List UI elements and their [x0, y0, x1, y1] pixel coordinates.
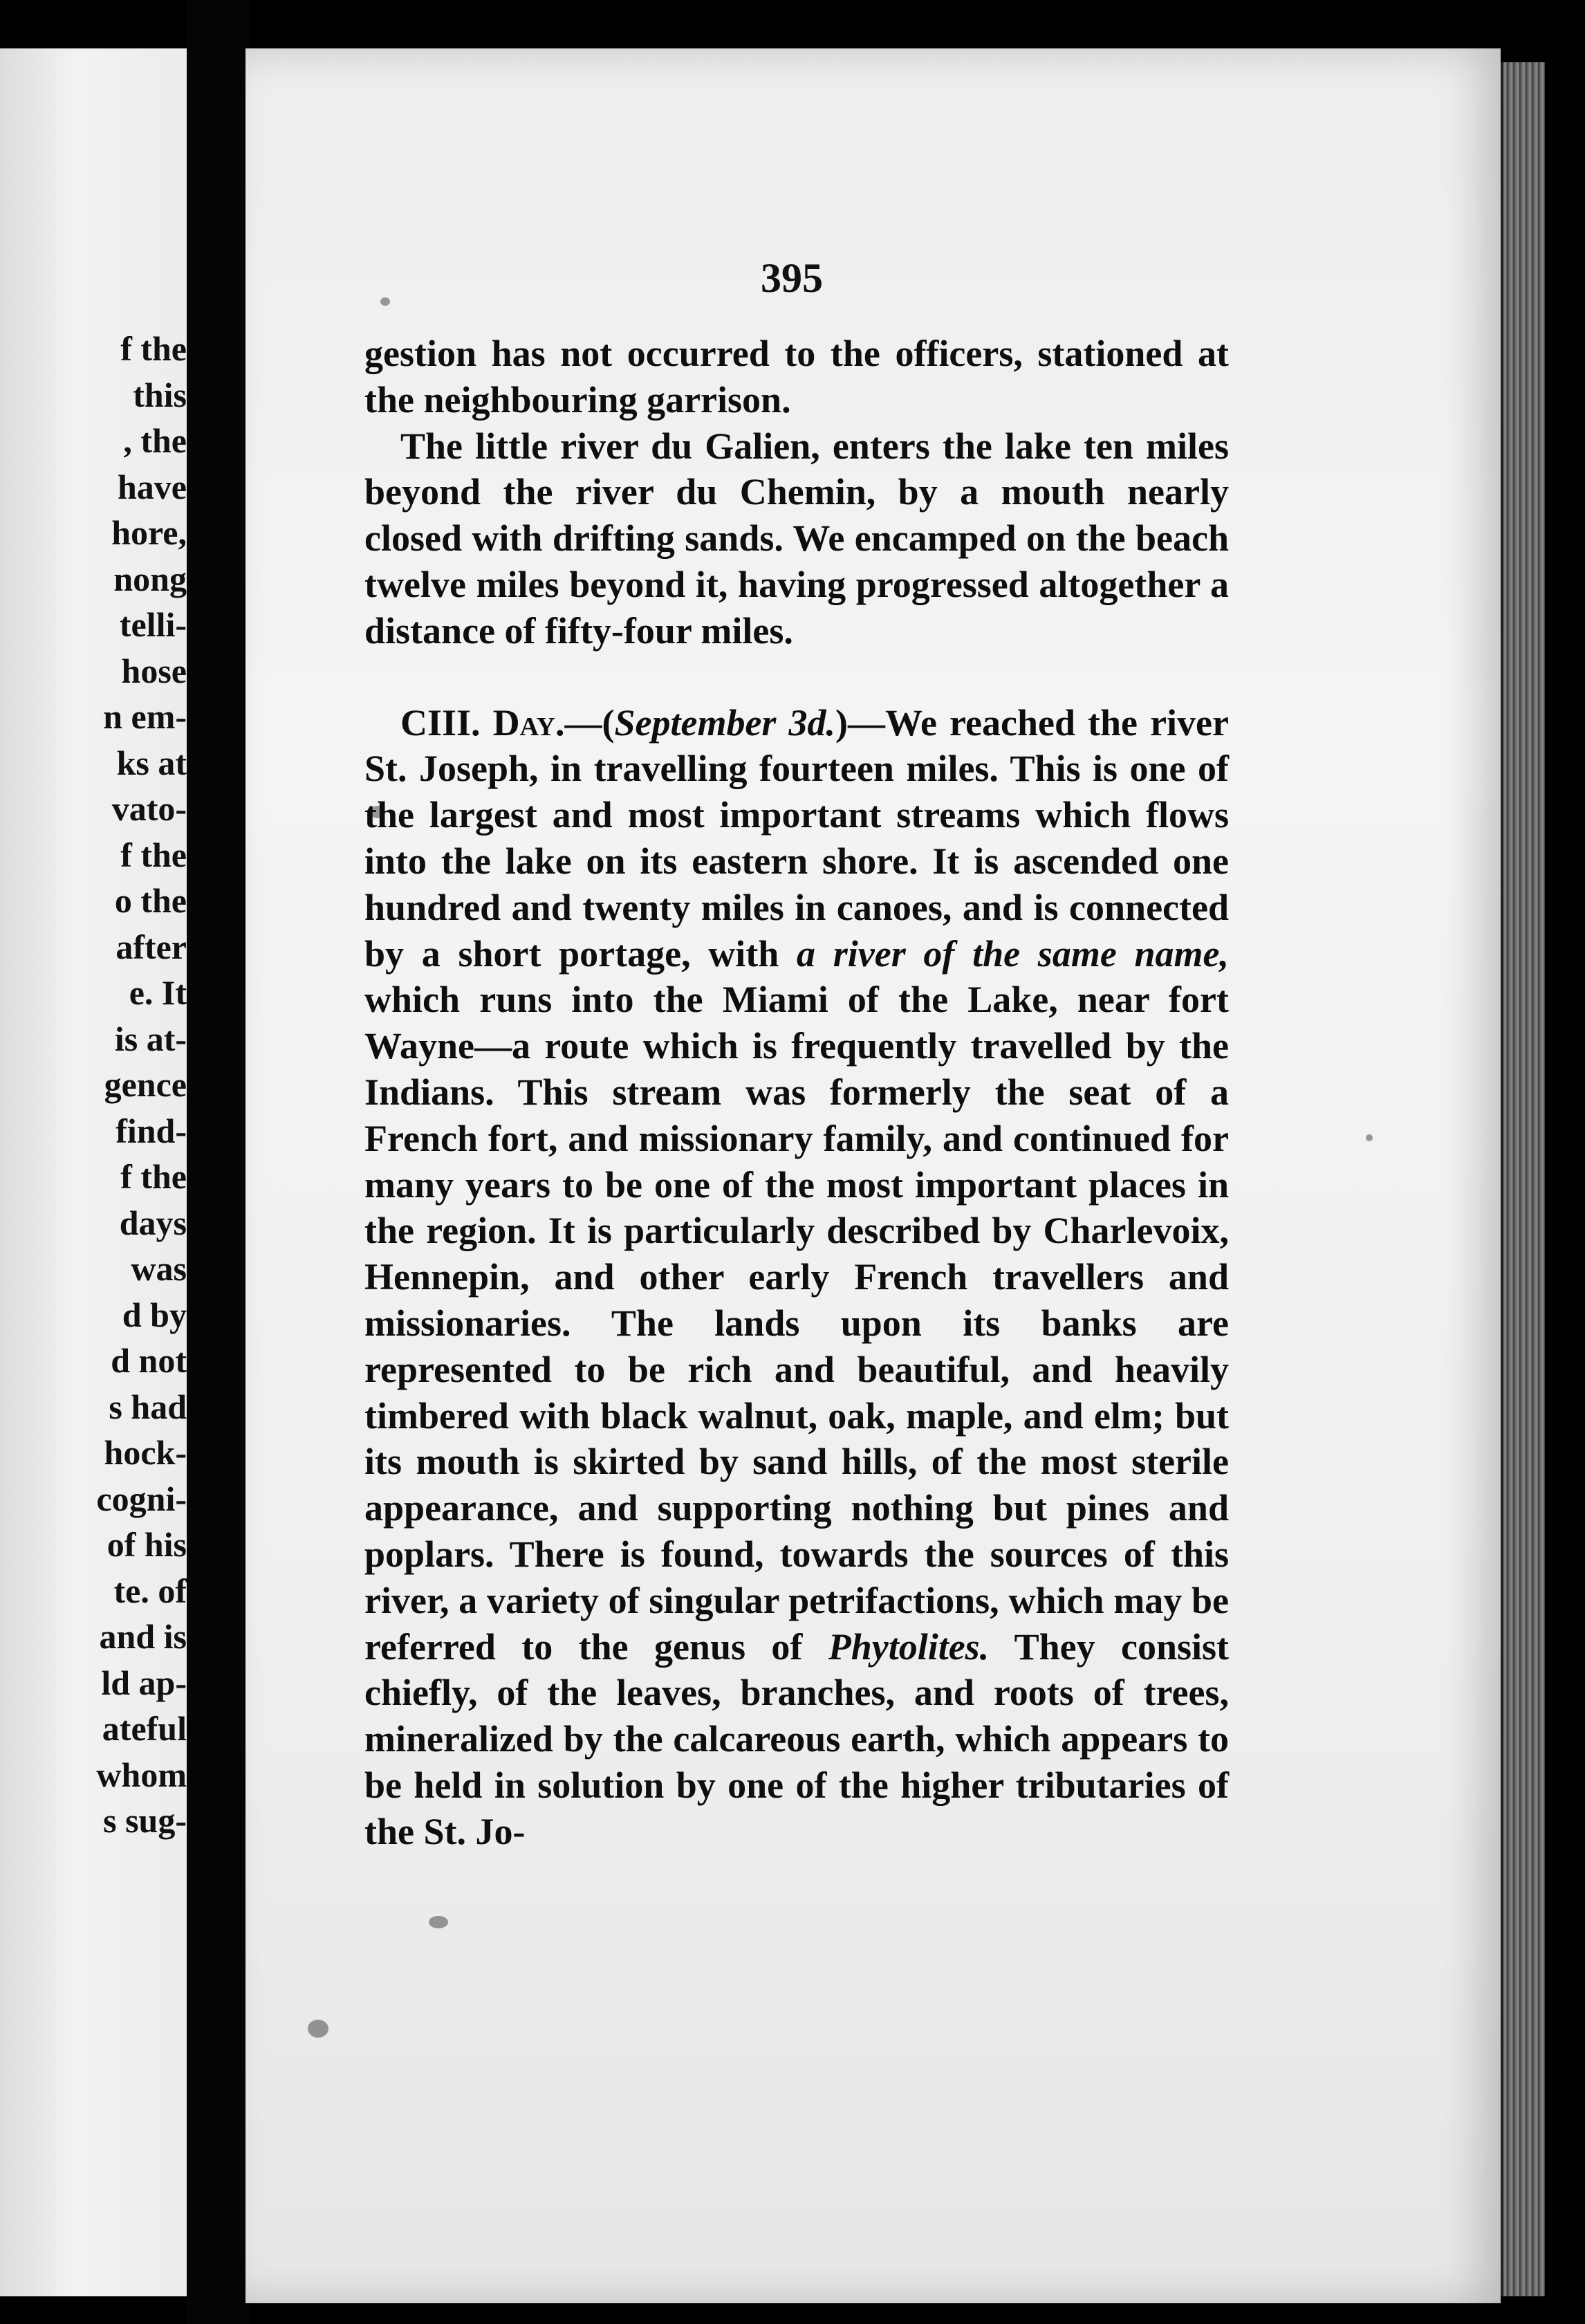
left-page-line: telli- — [119, 605, 187, 644]
paper-speck — [1366, 1134, 1373, 1141]
left-page-fragment — [0, 48, 187, 2296]
left-page-line: is at- — [114, 1019, 187, 1058]
body-text — [364, 331, 1229, 1855]
left-page-line: vato- — [111, 789, 187, 828]
paper-speck — [380, 297, 390, 306]
left-page-line: , the — [123, 421, 187, 460]
left-page-line: of his — [106, 1525, 187, 1564]
left-page-line: this — [133, 375, 187, 414]
paragraph-text: We reached the river St. Joseph, in travelling fourteen miles. This is one of the largest and most important streams which flows into the lake on its eastern shore. It is ascended one hundred and twenty miles in canoes, and is connected by a short portage, with — [364, 701, 1229, 975]
left-page-line: after — [115, 927, 187, 966]
page-number: 395 — [761, 255, 823, 301]
left-page-line: f the — [120, 835, 187, 874]
left-page-line: s had — [109, 1387, 187, 1426]
left-page-line: hose — [121, 651, 187, 690]
left-page-line: d not — [111, 1341, 187, 1380]
left-page-line: f the — [120, 1157, 187, 1196]
paragraph-day-ciii — [364, 700, 1229, 1855]
italic-genus: Phytolites. — [828, 1625, 990, 1668]
paper-speck — [308, 2020, 328, 2038]
left-page-line: d by — [122, 1295, 187, 1334]
page-edges — [1501, 62, 1545, 2296]
left-page-line: ks at — [116, 743, 187, 782]
book-gutter — [187, 0, 249, 2324]
left-page-line: s sug- — [103, 1801, 187, 1840]
dash: )— — [835, 701, 885, 744]
left-page-line: have — [118, 467, 187, 506]
left-page-line: days — [119, 1203, 187, 1242]
left-page-line: gence — [104, 1065, 187, 1104]
left-page-line: cogni- — [96, 1479, 187, 1518]
left-page-line: e. It — [129, 973, 187, 1012]
left-page-line: ateful — [102, 1709, 187, 1748]
dash: —( — [564, 701, 615, 744]
date-italic: September 3d. — [614, 701, 835, 744]
left-page-line: hore, — [111, 513, 187, 552]
left-page-line: find- — [115, 1111, 187, 1150]
left-page-line: hock- — [104, 1433, 187, 1472]
left-page-line: n em- — [103, 697, 187, 736]
paragraph-gap — [364, 654, 1229, 700]
left-page-line: nong — [113, 559, 187, 598]
left-page-line: and is — [99, 1617, 187, 1656]
paragraph-du-galien: The little river du Galien, enters the lake ten miles beyond the river du Chemin, by a mouth nearly closed with drifting sands. We encamped on the beach twelve miles beyond it, having progressed altogether a distance of fifty-four miles. — [364, 425, 1229, 652]
italic-phrase: a river of the same name, — [797, 932, 1229, 975]
paragraph-continuation: gestion has not occurred to the officers, stationed at the neighbouring garrison. — [364, 333, 1229, 421]
left-page-line: ld ap- — [101, 1663, 187, 1702]
day-heading: CIII. Day. — [400, 701, 565, 744]
left-page-line: te. of — [113, 1571, 187, 1610]
left-page-line: f the — [120, 329, 187, 368]
left-page-line: whom — [96, 1755, 187, 1794]
paragraph-text: which runs into the Miami of the Lake, near fort Wayne—a route which is frequently travelled by the Indians. This stream was formerly the seat of a French fort, and missionary family, and continued for many years to be one of the most important places in the region. It is particularly described by Charlevoix, Hennepin, and other early French travellers and missionaries. The lands upon its banks are represented to be rich and beautiful, and heavily timbered with black walnut, oak, maple, and elm; but its mouth is skirted by sand hills, of the most sterile appearance, and supporting nothing but pines and poplars. There is found, towards the sources of this river, a variety of singular petrifactions, which may be referred to the genus of — [364, 979, 1229, 1668]
paper-speck — [429, 1916, 448, 1928]
left-page-line: o the — [114, 881, 187, 920]
left-page-line: was — [131, 1249, 187, 1288]
paragraph-text: They consist chiefly, of the leaves, branches, and roots of trees, mineralized by the calcareous earth, which appears to be held in solution by one of the higher tributaries of the St. Jo- — [364, 1625, 1229, 1852]
